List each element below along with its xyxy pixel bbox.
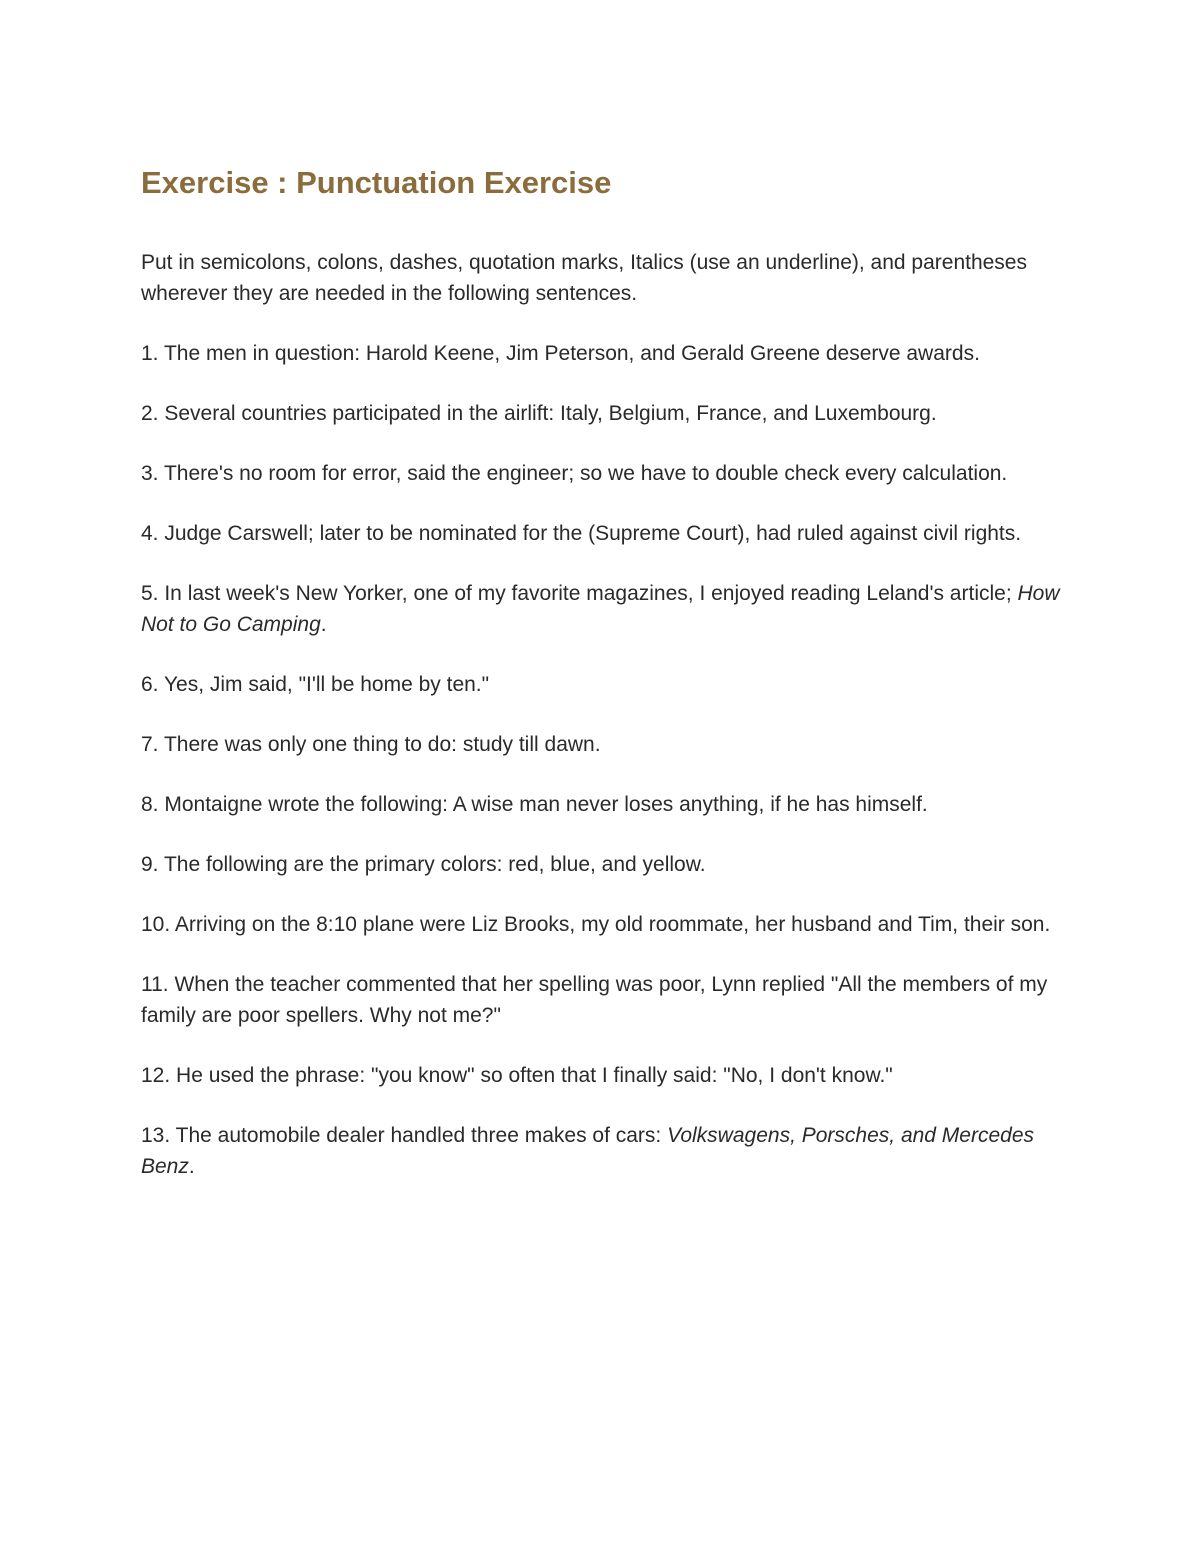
exercise-item-8: 8. Montaigne wrote the following: A wise man never loses anything, if he has himself. [141, 793, 928, 816]
exercise-item-5-italic: How Not to Go Camping [141, 582, 1060, 636]
document-body [141, 163, 1066, 1182]
exercise-item-3: 3. There's no room for error, said the engineer; so we have to double check every calculation. [141, 462, 1008, 485]
exercise-item-12: 12. He used the phrase: "you know" so often that I finally said: "No, I don't know." [141, 1064, 893, 1087]
exercise-item-13-italic: Volkswagens, Porsches, and Mercedes Benz [141, 1124, 1035, 1178]
exercise-item-13 [141, 1120, 1066, 1182]
page-title: Exercise : Punctuation Exercise [141, 165, 612, 200]
exercise-item-5-text: 5. In last week's New Yorker, one of my favorite magazines, I enjoyed reading Leland's article; [141, 582, 1018, 605]
exercise-item-5 [141, 578, 1066, 640]
exercise-item-11: 11. When the teacher commented that her spelling was poor, Lynn replied "All the members of my family are poor spellers. Why not me?" [141, 973, 1048, 1027]
exercise-item-2: 2. Several countries participated in the airlift: Italy, Belgium, France, and Luxembourg. [141, 402, 937, 425]
exercise-item-4: 4. Judge Carswell; later to be nominated for the (Supreme Court), had ruled against civil rights. [141, 522, 1022, 545]
exercise-item-9: 9. The following are the primary colors: red, blue, and yellow. [141, 853, 706, 876]
exercise-item-7: 7. There was only one thing to do: study till dawn. [141, 733, 601, 756]
instructions-paragraph: Put in semicolons, colons, dashes, quotation marks, Italics (use an underline), and parentheses wherever they are needed in the following sentences. [141, 251, 1027, 305]
exercise-item-6: 6. Yes, Jim said, "I'll be home by ten." [141, 673, 490, 696]
exercise-item-13-end: . [188, 1155, 195, 1178]
exercise-item-1: 1. The men in question: Harold Keene, Jim Peterson, and Gerald Greene deserve awards. [141, 342, 980, 365]
exercise-item-13-text: 13. The automobile dealer handled three makes of cars: [141, 1124, 668, 1147]
exercise-item-10: 10. Arriving on the 8:10 plane were Liz Brooks, my old roommate, her husband and Tim, their son. [141, 913, 1051, 936]
exercise-item-5-end: . [320, 613, 327, 636]
